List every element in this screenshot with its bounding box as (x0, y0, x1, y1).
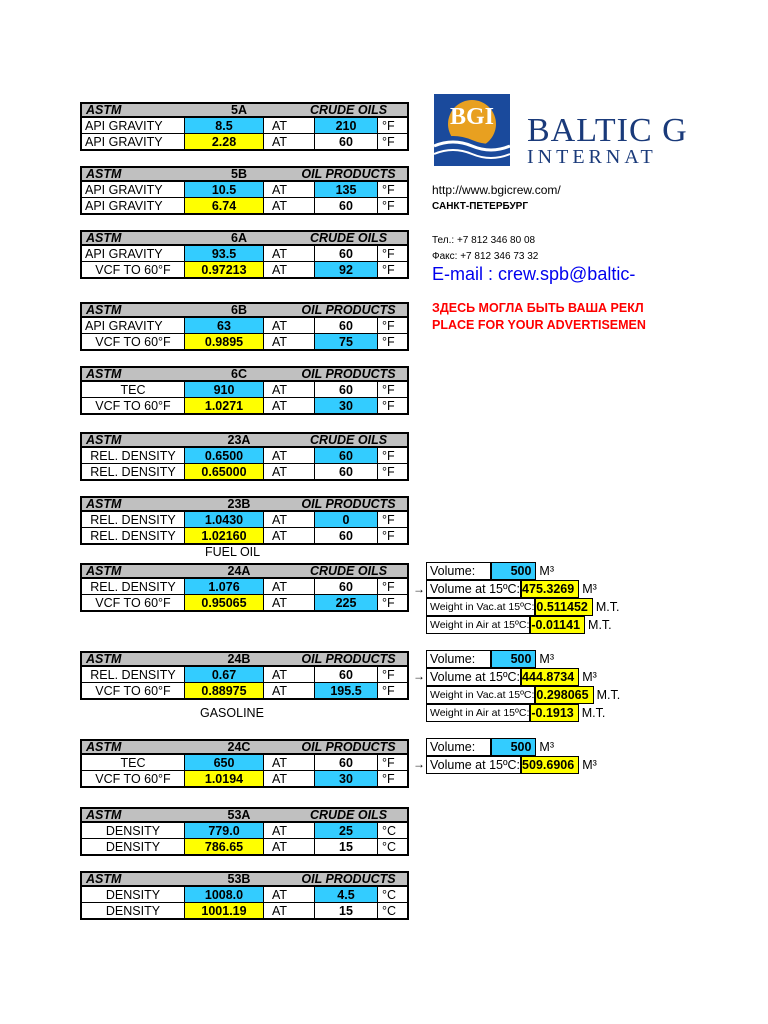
table-type: OIL PRODUCTS (301, 367, 396, 381)
at-label: AT (272, 528, 288, 543)
calc-label: Weight in Vac.at 15ºC: (426, 686, 535, 704)
row-label: DENSITY (105, 887, 161, 902)
unit-label: °F (382, 464, 395, 479)
temperature-value: 60 (314, 134, 378, 149)
result-value: 0.9895 (184, 334, 264, 349)
table-type: CRUDE OILS (309, 808, 388, 822)
row-label: TEC (120, 382, 146, 397)
table-row (80, 398, 409, 415)
table-code: 6C (231, 367, 247, 381)
calc-row (426, 580, 597, 598)
calc-label: Volume at 15ºC: (426, 668, 521, 686)
astm-table-53b (80, 871, 409, 920)
calc-row (426, 650, 554, 668)
calc-row (426, 704, 606, 722)
calc-unit: M³ (582, 758, 597, 772)
unit-label: °F (382, 318, 395, 333)
volume-input[interactable]: 500 (491, 650, 537, 668)
row-label: DENSITY (105, 903, 161, 918)
table-row (80, 182, 409, 198)
temperature-value[interactable]: 92 (314, 262, 378, 277)
temperature-value[interactable]: 25 (314, 823, 378, 838)
table-header (80, 432, 409, 448)
table-row (80, 771, 409, 788)
unit-label: °F (382, 528, 395, 543)
unit-label: °C (382, 887, 397, 902)
calc-result: 475.3269 (521, 580, 579, 598)
table-header (80, 496, 409, 512)
input-value[interactable]: 8.5 (184, 118, 264, 133)
table-code: 23B (227, 497, 251, 511)
table-standard: ASTM (86, 367, 122, 381)
at-label: AT (272, 134, 288, 149)
astm-table-5b (80, 166, 409, 215)
unit-label: °F (382, 755, 395, 770)
row-label: VCF TO 60°F (95, 595, 171, 610)
calc-result: 444.8734 (521, 668, 579, 686)
city: САНКТ-ПЕТЕРБУРГ (432, 201, 529, 212)
table-type: OIL PRODUCTS (301, 303, 396, 317)
at-label: AT (272, 667, 288, 682)
at-label: AT (272, 771, 288, 786)
astm-table-53a (80, 807, 409, 856)
temperature-value: 60 (314, 318, 378, 333)
temperature-value: 60 (314, 198, 378, 213)
astm-table-24a (80, 563, 409, 612)
table-code: 6B (231, 303, 247, 317)
calc-row (426, 668, 597, 686)
temperature-value[interactable]: 30 (314, 771, 378, 786)
table-row (80, 262, 409, 279)
table-type: OIL PRODUCTS (301, 652, 396, 666)
temperature-value: 60 (314, 667, 378, 682)
table-code: 23A (227, 433, 251, 447)
result-value: 6.74 (184, 198, 264, 213)
table-row (80, 464, 409, 481)
unit-label: °F (382, 246, 395, 261)
unit-label: °F (382, 667, 395, 682)
calc-result: -0.1913 (530, 704, 578, 722)
input-value[interactable]: 1.076 (184, 579, 264, 594)
email-link[interactable]: E-mail : crew.spb@baltic- (432, 264, 636, 284)
at-label: AT (272, 318, 288, 333)
input-value[interactable]: 0.6500 (184, 448, 264, 463)
table-code: 6A (231, 231, 247, 245)
at-label: AT (272, 182, 288, 197)
table-code: 5A (231, 103, 247, 117)
result-value: 1.02160 (184, 528, 264, 543)
table-standard: ASTM (86, 740, 122, 754)
at-label: AT (272, 903, 288, 918)
calc-label: Weight in Air at 15ºC: (426, 704, 530, 722)
table-row (80, 318, 409, 334)
calc-24c (426, 738, 597, 774)
result-value: 1.0271 (184, 398, 264, 413)
at-label: AT (272, 262, 288, 277)
table-code: 24A (227, 564, 251, 578)
at-label: AT (272, 823, 288, 838)
result-value: 0.88975 (184, 683, 264, 698)
company-subname: INTERNAT (527, 146, 657, 168)
table-type: OIL PRODUCTS (301, 740, 396, 754)
fax: Факс: +7 812 346 73 32 (432, 251, 539, 262)
ad-ru: ЗДЕСЬ МОГЛА БЫТЬ ВАША РЕКЛ (432, 301, 644, 315)
unit-label: °C (382, 839, 397, 854)
row-label: API GRAVITY (85, 246, 163, 261)
table-header (80, 739, 409, 755)
table-type: CRUDE OILS (309, 564, 388, 578)
calc-result: 0.298065 (535, 686, 593, 704)
at-label: AT (272, 464, 288, 479)
row-label: API GRAVITY (85, 198, 163, 213)
at-label: AT (272, 398, 288, 413)
bgi-logo (434, 94, 510, 166)
table-row (80, 448, 409, 464)
calc-24b (426, 650, 621, 722)
calc-row (426, 562, 554, 580)
unit-label: °F (382, 198, 395, 213)
table-type: CRUDE OILS (309, 433, 388, 447)
website-link[interactable]: http://www.bgicrew.com/ (432, 183, 561, 197)
table-row (80, 683, 409, 700)
row-label: VCF TO 60°F (95, 683, 171, 698)
astm-table-24c (80, 739, 409, 788)
temperature-value[interactable]: 30 (314, 398, 378, 413)
table-standard: ASTM (86, 103, 122, 117)
input-value[interactable]: 650 (184, 755, 264, 770)
row-label: API GRAVITY (85, 134, 163, 149)
row-label: VCF TO 60°F (95, 262, 171, 277)
row-label: REL. DENSITY (90, 464, 176, 479)
arrow-icon: → (413, 582, 425, 596)
temperature-value[interactable]: 195.5 (314, 683, 378, 698)
input-value[interactable]: 10.5 (184, 182, 264, 197)
at-label: AT (272, 334, 288, 349)
at-label: AT (272, 448, 288, 463)
table-row (80, 246, 409, 262)
calc-result: -0.01141 (530, 616, 585, 634)
row-label: REL. DENSITY (90, 448, 176, 463)
calc-label: Weight in Air at 15ºC: (426, 616, 530, 634)
temperature-value: 60 (314, 464, 378, 479)
temperature-value[interactable]: 4.5 (314, 887, 378, 902)
calc-unit: M.T. (595, 600, 620, 614)
temperature-value[interactable]: 0 (314, 512, 378, 527)
table-standard: ASTM (86, 564, 122, 578)
calc-unit: M³ (539, 564, 554, 578)
table-row (80, 755, 409, 771)
ad-en: PLACE FOR YOUR ADVERTISEMEN (432, 318, 646, 332)
table-code: 5B (231, 167, 247, 181)
result-value: 786.65 (184, 839, 264, 854)
volume-input[interactable]: 500 (491, 562, 537, 580)
at-label: AT (272, 579, 288, 594)
table-standard: ASTM (86, 433, 122, 447)
table-header (80, 302, 409, 318)
table-row (80, 903, 409, 920)
calc-result: 509.6906 (521, 756, 579, 774)
unit-label: °F (382, 579, 395, 594)
astm-table-23b (80, 496, 409, 545)
result-value: 0.95065 (184, 595, 264, 610)
at-label: AT (272, 512, 288, 527)
temperature-value[interactable]: 75 (314, 334, 378, 349)
at-label: AT (272, 683, 288, 698)
table-standard: ASTM (86, 808, 122, 822)
calc-unit: M.T. (588, 618, 612, 632)
calc-label: Volume at 15ºC: (426, 580, 521, 598)
calc-24a (426, 562, 620, 634)
calc-row (426, 616, 612, 634)
arrow-icon: → (413, 669, 425, 683)
calc-row (426, 756, 597, 774)
at-label: AT (272, 382, 288, 397)
table-type: OIL PRODUCTS (301, 167, 396, 181)
calc-unit: M.T. (581, 706, 606, 720)
temperature-value: 15 (314, 903, 378, 918)
table-row (80, 887, 409, 903)
table-standard: ASTM (86, 652, 122, 666)
table-header (80, 102, 409, 118)
row-label: API GRAVITY (85, 318, 163, 333)
calc-row (426, 738, 554, 756)
calc-result: 0.511452 (535, 598, 592, 616)
temperature-value[interactable]: 135 (314, 182, 378, 197)
result-value: 1.0194 (184, 771, 264, 786)
result-value: 0.65000 (184, 464, 264, 479)
unit-label: °F (382, 118, 395, 133)
calc-label: Volume: (426, 738, 491, 756)
table-header (80, 366, 409, 382)
row-label: REL. DENSITY (90, 512, 176, 527)
row-label: REL. DENSITY (90, 528, 176, 543)
result-value: 0.97213 (184, 262, 264, 277)
row-label: VCF TO 60°F (95, 334, 171, 349)
input-value[interactable]: 0.67 (184, 667, 264, 682)
unit-label: °F (382, 512, 395, 527)
table-row (80, 595, 409, 612)
unit-label: °F (382, 182, 395, 197)
table-code: 24B (227, 652, 251, 666)
result-value: 2.28 (184, 134, 264, 149)
unit-label: °F (382, 134, 395, 149)
astm-table-6a (80, 230, 409, 279)
table-header (80, 166, 409, 182)
at-label: AT (272, 198, 288, 213)
fuel-oil-note: FUEL OIL (205, 545, 261, 559)
table-row (80, 134, 409, 151)
temperature-value[interactable]: 60 (314, 448, 378, 463)
at-label: AT (272, 887, 288, 902)
table-header (80, 230, 409, 246)
at-label: AT (272, 839, 288, 854)
astm-table-5a (80, 102, 409, 151)
astm-table-6c (80, 366, 409, 415)
unit-label: °F (382, 382, 395, 397)
table-row (80, 823, 409, 839)
input-value[interactable]: 1.0430 (184, 512, 264, 527)
row-label: REL. DENSITY (90, 667, 176, 682)
temperature-value[interactable]: 225 (314, 595, 378, 610)
calc-label: Volume: (426, 650, 491, 668)
unit-label: °F (382, 448, 395, 463)
row-label: API GRAVITY (85, 118, 163, 133)
table-row (80, 839, 409, 856)
volume-input[interactable]: 500 (491, 738, 537, 756)
astm-table-6b (80, 302, 409, 351)
calc-unit: M³ (582, 670, 597, 684)
at-label: AT (272, 118, 288, 133)
table-row (80, 334, 409, 351)
table-row (80, 382, 409, 398)
table-standard: ASTM (86, 872, 122, 886)
result-value: 1001.19 (184, 903, 264, 918)
table-row (80, 512, 409, 528)
table-header (80, 651, 409, 667)
input-value[interactable]: 1008.0 (184, 887, 264, 902)
table-standard: ASTM (86, 497, 122, 511)
calc-unit: M³ (582, 582, 597, 596)
calc-unit: M³ (539, 740, 554, 754)
calc-label: Volume at 15ºC: (426, 756, 521, 774)
unit-label: °F (382, 334, 395, 349)
table-row (80, 528, 409, 545)
input-value[interactable]: 910 (184, 382, 264, 397)
unit-label: °C (382, 823, 397, 838)
calc-row (426, 686, 621, 704)
table-row (80, 198, 409, 215)
at-label: AT (272, 755, 288, 770)
table-standard: ASTM (86, 303, 122, 317)
calc-row (426, 598, 620, 616)
temperature-value: 60 (314, 246, 378, 261)
table-row (80, 667, 409, 683)
input-value[interactable]: 779.0 (184, 823, 264, 838)
astm-table-23a (80, 432, 409, 481)
table-code: 24C (227, 740, 251, 754)
calc-unit: M.T. (596, 688, 621, 702)
company-name: BALTIC G (527, 112, 688, 149)
row-label: VCF TO 60°F (95, 398, 171, 413)
input-value[interactable]: 63 (184, 318, 264, 333)
temperature-value: 60 (314, 528, 378, 543)
row-label: DENSITY (105, 823, 161, 838)
temperature-value: 15 (314, 839, 378, 854)
unit-label: °F (382, 683, 395, 698)
calc-label: Weight in Vac.at 15ºC: (426, 598, 535, 616)
unit-label: °F (382, 595, 395, 610)
table-type: OIL PRODUCTS (301, 872, 396, 886)
row-label: VCF TO 60°F (95, 771, 171, 786)
temperature-value: 60 (314, 382, 378, 397)
row-label: TEC (120, 755, 146, 770)
table-standard: ASTM (86, 231, 122, 245)
table-standard: ASTM (86, 167, 122, 181)
calc-label: Volume: (426, 562, 491, 580)
calc-unit: M³ (539, 652, 554, 666)
table-row (80, 118, 409, 134)
table-header (80, 807, 409, 823)
unit-label: °F (382, 262, 395, 277)
input-value[interactable]: 93.5 (184, 246, 264, 261)
arrow-icon: → (413, 757, 425, 771)
temperature-value[interactable]: 210 (314, 118, 378, 133)
logo-text: BGI (449, 104, 494, 130)
phone: Тел.: +7 812 346 80 08 (432, 235, 536, 246)
row-label: DENSITY (105, 839, 161, 854)
unit-label: °F (382, 398, 395, 413)
at-label: AT (272, 246, 288, 261)
table-header (80, 563, 409, 579)
row-label: API GRAVITY (85, 182, 163, 197)
at-label: AT (272, 595, 288, 610)
table-header (80, 871, 409, 887)
row-label: REL. DENSITY (90, 579, 176, 594)
temperature-value: 60 (314, 755, 378, 770)
unit-label: °C (382, 903, 397, 918)
gasoline-note: GASOLINE (200, 706, 264, 720)
table-code: 53A (227, 808, 251, 822)
table-type: CRUDE OILS (309, 231, 388, 245)
temperature-value: 60 (314, 579, 378, 594)
table-row (80, 579, 409, 595)
astm-table-24b (80, 651, 409, 700)
table-type: CRUDE OILS (309, 103, 388, 117)
table-code: 53B (227, 872, 251, 886)
unit-label: °F (382, 771, 395, 786)
table-type: OIL PRODUCTS (301, 497, 396, 511)
